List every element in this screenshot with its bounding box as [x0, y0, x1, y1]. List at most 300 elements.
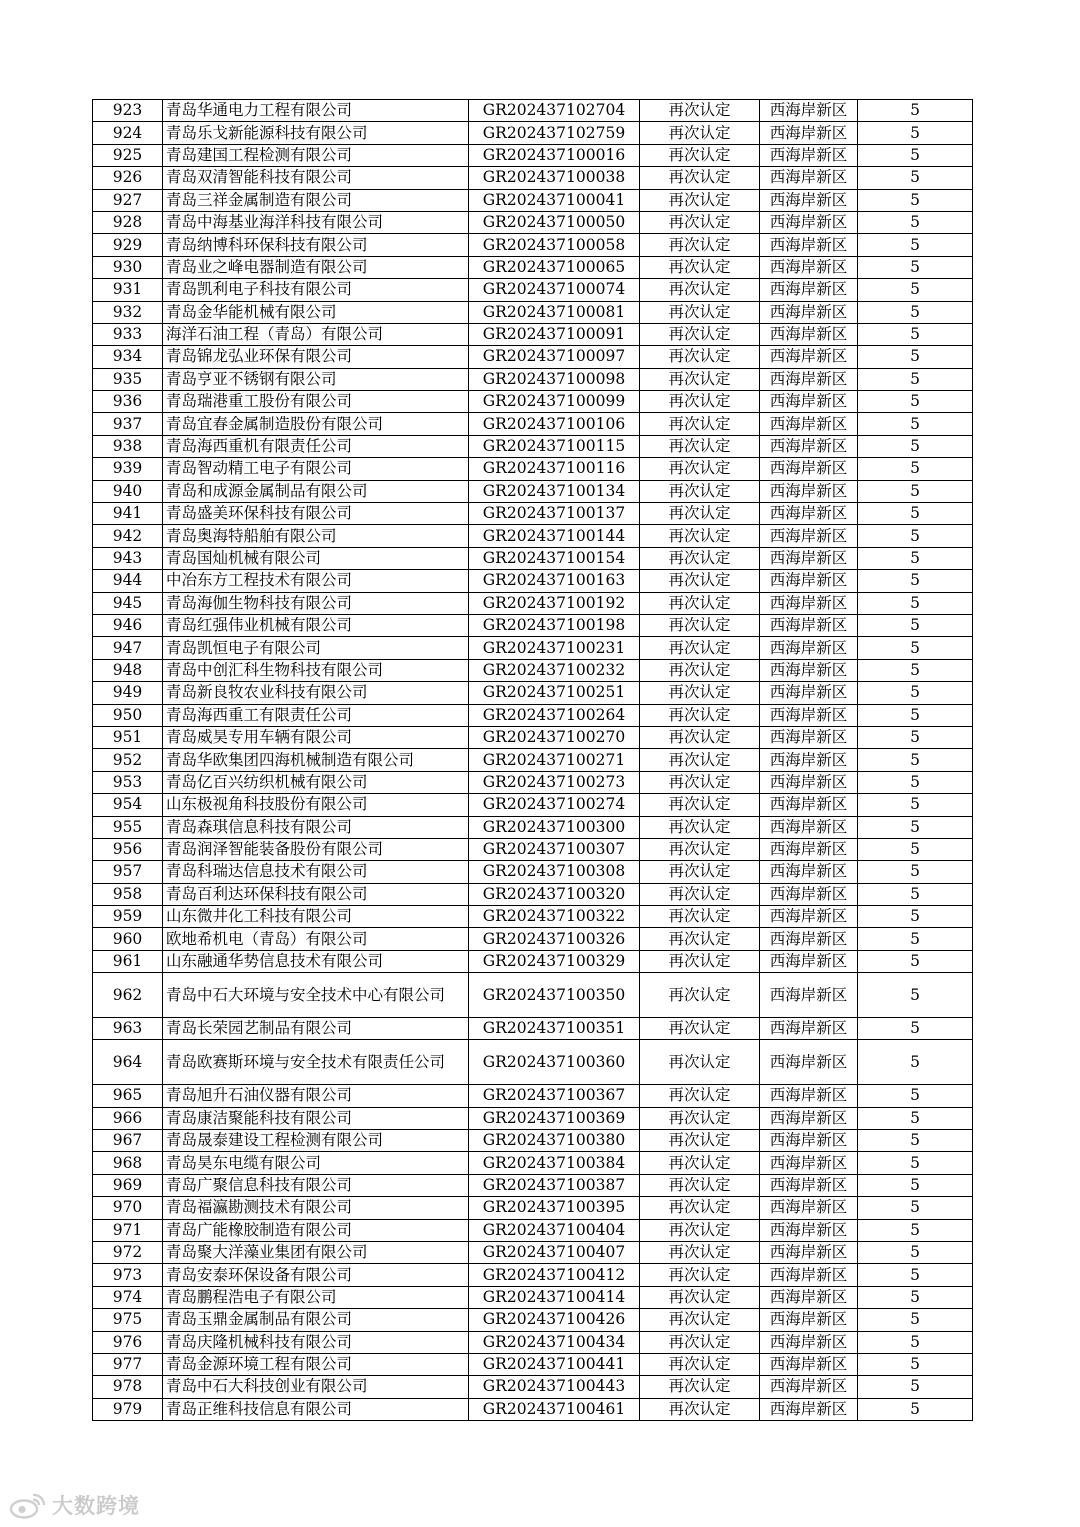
- certification-type: 再次认定: [640, 279, 760, 301]
- company-name: 山东融通华势信息技术有限公司: [163, 950, 469, 972]
- certification-type: 再次认定: [640, 547, 760, 569]
- company-name: 青岛威昊专用车辆有限公司: [163, 726, 469, 748]
- row-number: 956: [93, 838, 163, 860]
- table-row: [93, 189, 973, 211]
- region: 西海岸新区: [760, 279, 858, 301]
- company-name: 青岛乐戈新能源科技有限公司: [163, 122, 469, 144]
- certificate-code: GR202437100270: [469, 726, 640, 748]
- company-name: 青岛纳博科环保科技有限公司: [163, 234, 469, 256]
- company-name: 青岛和成源金属制品有限公司: [163, 480, 469, 502]
- certification-type: 再次认定: [640, 928, 760, 950]
- region: 西海岸新区: [760, 323, 858, 345]
- row-number: 965: [93, 1085, 163, 1107]
- region: 西海岸新区: [760, 1331, 858, 1353]
- region: 西海岸新区: [760, 794, 858, 816]
- region: 西海岸新区: [760, 458, 858, 480]
- row-number: 944: [93, 570, 163, 592]
- score: 5: [858, 592, 973, 614]
- score: 5: [858, 435, 973, 457]
- table-row: [93, 749, 973, 771]
- region: 西海岸新区: [760, 749, 858, 771]
- table-row: [93, 301, 973, 323]
- company-name: 青岛中创汇科生物科技有限公司: [163, 659, 469, 681]
- score: 5: [858, 1197, 973, 1219]
- certificate-code: GR202437100016: [469, 144, 640, 166]
- certification-type: 再次认定: [640, 480, 760, 502]
- row-number: 948: [93, 659, 163, 681]
- score: 5: [858, 413, 973, 435]
- certificate-code: GR202437100232: [469, 659, 640, 681]
- company-name: 青岛中海基业海洋科技有限公司: [163, 211, 469, 233]
- table-row: [93, 1018, 973, 1040]
- certificate-code: GR202437100106: [469, 413, 640, 435]
- table-row: [93, 637, 973, 659]
- certificate-code: GR202437100387: [469, 1174, 640, 1196]
- company-name: 青岛鹏程浩电子有限公司: [163, 1286, 469, 1308]
- row-number: 936: [93, 391, 163, 413]
- row-number: 945: [93, 592, 163, 614]
- table-row: [93, 1376, 973, 1398]
- company-name: 中冶东方工程技术有限公司: [163, 570, 469, 592]
- row-number: 951: [93, 726, 163, 748]
- certificate-code: GR202437100081: [469, 301, 640, 323]
- certification-type: 再次认定: [640, 883, 760, 905]
- row-number: 972: [93, 1241, 163, 1263]
- certification-type: 再次认定: [640, 771, 760, 793]
- certification-type: 再次认定: [640, 368, 760, 390]
- table-row: [93, 122, 973, 144]
- certification-type: 再次认定: [640, 1309, 760, 1331]
- region: 西海岸新区: [760, 1197, 858, 1219]
- row-number: 979: [93, 1398, 163, 1420]
- score: 5: [858, 346, 973, 368]
- region: 西海岸新区: [760, 659, 858, 681]
- row-number: 953: [93, 771, 163, 793]
- row-number: 955: [93, 816, 163, 838]
- score: 5: [858, 211, 973, 233]
- company-name: 青岛海伽生物科技有限公司: [163, 592, 469, 614]
- company-name: 青岛海西重机有限责任公司: [163, 435, 469, 457]
- row-number: 954: [93, 794, 163, 816]
- company-name: 青岛业之峰电器制造有限公司: [163, 256, 469, 278]
- table-row: [93, 883, 973, 905]
- company-name: 山东微井化工科技有限公司: [163, 906, 469, 928]
- row-number: 960: [93, 928, 163, 950]
- table-row: [93, 1107, 973, 1129]
- row-number: 925: [93, 144, 163, 166]
- region: 西海岸新区: [760, 592, 858, 614]
- region: 西海岸新区: [760, 704, 858, 726]
- company-name: 青岛森琪信息科技有限公司: [163, 816, 469, 838]
- region: 西海岸新区: [760, 144, 858, 166]
- certificate-code: GR202437100404: [469, 1219, 640, 1241]
- table-row: [93, 726, 973, 748]
- certification-type: 再次认定: [640, 614, 760, 636]
- table-row: [93, 1152, 973, 1174]
- certification-type: 再次认定: [640, 637, 760, 659]
- row-number: 935: [93, 368, 163, 390]
- row-number: 969: [93, 1174, 163, 1196]
- company-name: 青岛晟泰建设工程检测有限公司: [163, 1130, 469, 1152]
- certificate-code: GR202437100091: [469, 323, 640, 345]
- region: 西海岸新区: [760, 1241, 858, 1263]
- score: 5: [858, 704, 973, 726]
- company-name: 青岛安泰环保设备有限公司: [163, 1264, 469, 1286]
- score: 5: [858, 144, 973, 166]
- row-number: 924: [93, 122, 163, 144]
- table-row: [93, 570, 973, 592]
- score: 5: [858, 503, 973, 525]
- certificate-code: GR202437100273: [469, 771, 640, 793]
- certification-type: 再次认定: [640, 413, 760, 435]
- region: 西海岸新区: [760, 950, 858, 972]
- table-row: [93, 1174, 973, 1196]
- table-row: [93, 950, 973, 972]
- score: 5: [858, 391, 973, 413]
- company-name: 青岛红强伟业机械有限公司: [163, 614, 469, 636]
- score: 5: [858, 368, 973, 390]
- score: 5: [858, 234, 973, 256]
- company-name: 青岛瑞港重工股份有限公司: [163, 391, 469, 413]
- certification-type: 再次认定: [640, 838, 760, 860]
- row-number: 952: [93, 749, 163, 771]
- company-name: 青岛广能橡胶制造有限公司: [163, 1219, 469, 1241]
- certification-type: 再次认定: [640, 1174, 760, 1196]
- region: 西海岸新区: [760, 1309, 858, 1331]
- score: 5: [858, 1018, 973, 1040]
- company-name: 青岛欧赛斯环境与安全技术有限责任公司: [163, 1040, 469, 1085]
- score: 5: [858, 1241, 973, 1263]
- region: 西海岸新区: [760, 1376, 858, 1398]
- region: 西海岸新区: [760, 570, 858, 592]
- score: 5: [858, 749, 973, 771]
- certification-type: 再次认定: [640, 659, 760, 681]
- company-name: 青岛长荣园艺制品有限公司: [163, 1018, 469, 1040]
- row-number: 975: [93, 1309, 163, 1331]
- score: 5: [858, 279, 973, 301]
- row-number: 964: [93, 1040, 163, 1085]
- row-number: 949: [93, 682, 163, 704]
- company-name: 青岛国灿机械有限公司: [163, 547, 469, 569]
- certification-type: 再次认定: [640, 973, 760, 1018]
- certificate-code: GR202437100367: [469, 1085, 640, 1107]
- row-number: 957: [93, 861, 163, 883]
- table-row: [93, 682, 973, 704]
- certification-type: 再次认定: [640, 861, 760, 883]
- company-name: 青岛庆隆机械科技有限公司: [163, 1331, 469, 1353]
- table-row: [93, 1197, 973, 1219]
- certificate-code: GR202437100097: [469, 346, 640, 368]
- weibo-logo-icon: [8, 1490, 48, 1520]
- row-number: 950: [93, 704, 163, 726]
- region: 西海岸新区: [760, 100, 858, 122]
- table-row: [93, 100, 973, 122]
- region: 西海岸新区: [760, 1353, 858, 1375]
- company-name: 青岛金华能机械有限公司: [163, 301, 469, 323]
- region: 西海岸新区: [760, 838, 858, 860]
- region: 西海岸新区: [760, 614, 858, 636]
- certification-type: 再次认定: [640, 592, 760, 614]
- company-name: 青岛亿百兴纺织机械有限公司: [163, 771, 469, 793]
- certification-type: 再次认定: [640, 1331, 760, 1353]
- region: 西海岸新区: [760, 525, 858, 547]
- row-number: 970: [93, 1197, 163, 1219]
- region: 西海岸新区: [760, 346, 858, 368]
- row-number: 943: [93, 547, 163, 569]
- region: 西海岸新区: [760, 682, 858, 704]
- row-number: 961: [93, 950, 163, 972]
- row-number: 928: [93, 211, 163, 233]
- row-number: 939: [93, 458, 163, 480]
- company-name: 青岛建国工程检测有限公司: [163, 144, 469, 166]
- certification-type: 再次认定: [640, 906, 760, 928]
- region: 西海岸新区: [760, 368, 858, 390]
- table-row: [93, 592, 973, 614]
- certificate-code: GR202437100099: [469, 391, 640, 413]
- table-row: [93, 211, 973, 233]
- table-body: [93, 100, 973, 1421]
- company-name: 青岛中石大环境与安全技术中心有限公司: [163, 973, 469, 1018]
- certification-type: 再次认定: [640, 323, 760, 345]
- company-name: 青岛新良牧农业科技有限公司: [163, 682, 469, 704]
- company-name: 欧地希机电（青岛）有限公司: [163, 928, 469, 950]
- region: 西海岸新区: [760, 883, 858, 905]
- company-name: 青岛科瑞达信息技术有限公司: [163, 861, 469, 883]
- certification-type: 再次认定: [640, 1197, 760, 1219]
- score: 5: [858, 1286, 973, 1308]
- region: 西海岸新区: [760, 637, 858, 659]
- certification-type: 再次认定: [640, 749, 760, 771]
- row-number: 963: [93, 1018, 163, 1040]
- region: 西海岸新区: [760, 189, 858, 211]
- table-row: [93, 816, 973, 838]
- certificate-code: GR202437100038: [469, 167, 640, 189]
- table-row: [93, 1241, 973, 1263]
- certificate-code: GR202437100441: [469, 1353, 640, 1375]
- company-name: 青岛凯恒电子有限公司: [163, 637, 469, 659]
- certificate-code: GR202437100065: [469, 256, 640, 278]
- table-row: [93, 413, 973, 435]
- certificate-code: GR202437100271: [469, 749, 640, 771]
- certification-type: 再次认定: [640, 211, 760, 233]
- score: 5: [858, 816, 973, 838]
- score: 5: [858, 1174, 973, 1196]
- score: 5: [858, 1331, 973, 1353]
- table-row: [93, 525, 973, 547]
- region: 西海岸新区: [760, 906, 858, 928]
- region: 西海岸新区: [760, 211, 858, 233]
- certificate-code: GR202437100414: [469, 1286, 640, 1308]
- score: 5: [858, 1219, 973, 1241]
- certificate-code: GR202437100144: [469, 525, 640, 547]
- certificate-code: GR202437100380: [469, 1130, 640, 1152]
- score: 5: [858, 301, 973, 323]
- certificate-code: GR202437102759: [469, 122, 640, 144]
- certificate-code: GR202437100098: [469, 368, 640, 390]
- certificate-code: GR202437100192: [469, 592, 640, 614]
- score: 5: [858, 614, 973, 636]
- certification-type: 再次认定: [640, 301, 760, 323]
- certification-type: 再次认定: [640, 503, 760, 525]
- region: 西海岸新区: [760, 1130, 858, 1152]
- certificate-code: GR202437100426: [469, 1309, 640, 1331]
- certificate-code: GR202437100231: [469, 637, 640, 659]
- company-name: 青岛昊东电缆有限公司: [163, 1152, 469, 1174]
- row-number: 978: [93, 1376, 163, 1398]
- table-row: [93, 167, 973, 189]
- score: 5: [858, 838, 973, 860]
- score: 5: [858, 1264, 973, 1286]
- certificate-code: GR202437100115: [469, 435, 640, 457]
- certificate-code: GR202437100074: [469, 279, 640, 301]
- region: 西海岸新区: [760, 861, 858, 883]
- certification-type: 再次认定: [640, 1241, 760, 1263]
- company-name: 青岛福瀛勘测技术有限公司: [163, 1197, 469, 1219]
- row-number: 933: [93, 323, 163, 345]
- row-number: 932: [93, 301, 163, 323]
- table-row: [93, 144, 973, 166]
- certificate-code: GR202437100307: [469, 838, 640, 860]
- row-number: 927: [93, 189, 163, 211]
- certificate-code: GR202437100384: [469, 1152, 640, 1174]
- table-row: [93, 771, 973, 793]
- company-name: 青岛智动精工电子有限公司: [163, 458, 469, 480]
- certificate-code: GR202437100360: [469, 1040, 640, 1085]
- score: 5: [858, 682, 973, 704]
- certificate-code: GR202437100461: [469, 1398, 640, 1420]
- certificate-code: GR202437100395: [469, 1197, 640, 1219]
- region: 西海岸新区: [760, 391, 858, 413]
- region: 西海岸新区: [760, 816, 858, 838]
- table-row: [93, 1309, 973, 1331]
- certificate-code: GR202437100041: [469, 189, 640, 211]
- certificate-code: GR202437100163: [469, 570, 640, 592]
- score: 5: [858, 100, 973, 122]
- certification-type: 再次认定: [640, 1353, 760, 1375]
- row-number: 968: [93, 1152, 163, 1174]
- certification-type: 再次认定: [640, 234, 760, 256]
- certification-type: 再次认定: [640, 346, 760, 368]
- table-row: [93, 346, 973, 368]
- certification-type: 再次认定: [640, 122, 760, 144]
- company-name: 青岛玉鼎金属制品有限公司: [163, 1309, 469, 1331]
- table-row: [93, 1331, 973, 1353]
- row-number: 959: [93, 906, 163, 928]
- company-name: 青岛聚大洋藻业集团有限公司: [163, 1241, 469, 1263]
- company-name: 青岛华通电力工程有限公司: [163, 100, 469, 122]
- certification-type: 再次认定: [640, 391, 760, 413]
- certification-type: 再次认定: [640, 1264, 760, 1286]
- region: 西海岸新区: [760, 234, 858, 256]
- certification-type: 再次认定: [640, 704, 760, 726]
- score: 5: [858, 547, 973, 569]
- certificate-code: GR202437100050: [469, 211, 640, 233]
- score: 5: [858, 480, 973, 502]
- company-name: 青岛润泽智能装备股份有限公司: [163, 838, 469, 860]
- row-number: 977: [93, 1353, 163, 1375]
- certificate-code: GR202437100308: [469, 861, 640, 883]
- certification-type: 再次认定: [640, 100, 760, 122]
- table-row: [93, 391, 973, 413]
- certification-type: 再次认定: [640, 1398, 760, 1420]
- score: 5: [858, 1085, 973, 1107]
- company-name: 青岛广聚信息科技有限公司: [163, 1174, 469, 1196]
- certification-type: 再次认定: [640, 1130, 760, 1152]
- company-name: 青岛百利达环保科技有限公司: [163, 883, 469, 905]
- certificate-code: GR202437100350: [469, 973, 640, 1018]
- region: 西海岸新区: [760, 1286, 858, 1308]
- row-number: 938: [93, 435, 163, 457]
- row-number: 947: [93, 637, 163, 659]
- table-row: [93, 368, 973, 390]
- table-row: [93, 435, 973, 457]
- table-row: [93, 906, 973, 928]
- certification-type: 再次认定: [640, 570, 760, 592]
- certification-type: 再次认定: [640, 1018, 760, 1040]
- region: 西海岸新区: [760, 1040, 858, 1085]
- certification-type: 再次认定: [640, 189, 760, 211]
- score: 5: [858, 973, 973, 1018]
- certificate-code: GR202437100300: [469, 816, 640, 838]
- watermark: [8, 1488, 140, 1522]
- certification-type: 再次认定: [640, 1085, 760, 1107]
- region: 西海岸新区: [760, 1219, 858, 1241]
- score: 5: [858, 1309, 973, 1331]
- score: 5: [858, 1398, 973, 1420]
- region: 西海岸新区: [760, 480, 858, 502]
- score: 5: [858, 1353, 973, 1375]
- certification-type: 再次认定: [640, 1107, 760, 1129]
- row-number: 937: [93, 413, 163, 435]
- score: 5: [858, 637, 973, 659]
- score: 5: [858, 1040, 973, 1085]
- company-name: 青岛正维科技信息有限公司: [163, 1398, 469, 1420]
- company-name: 青岛双清智能科技有限公司: [163, 167, 469, 189]
- certificate-code: GR202437100264: [469, 704, 640, 726]
- certificate-code: GR202437100351: [469, 1018, 640, 1040]
- table-row: [93, 928, 973, 950]
- certification-type: 再次认定: [640, 435, 760, 457]
- certification-type: 再次认定: [640, 167, 760, 189]
- row-number: 962: [93, 973, 163, 1018]
- company-name: 青岛金源环境工程有限公司: [163, 1353, 469, 1375]
- certification-type: 再次认定: [640, 1152, 760, 1174]
- score: 5: [858, 323, 973, 345]
- row-number: 966: [93, 1107, 163, 1129]
- certification-type: 再次认定: [640, 1040, 760, 1085]
- table-row: [93, 1085, 973, 1107]
- row-number: 976: [93, 1331, 163, 1353]
- certification-type: 再次认定: [640, 525, 760, 547]
- company-name: 青岛锦龙弘业环保有限公司: [163, 346, 469, 368]
- table-row: [93, 1264, 973, 1286]
- certificate-code: GR202437100369: [469, 1107, 640, 1129]
- certification-type: 再次认定: [640, 1376, 760, 1398]
- certificate-code: GR202437100274: [469, 794, 640, 816]
- table-row: [93, 480, 973, 502]
- score: 5: [858, 771, 973, 793]
- region: 西海岸新区: [760, 1264, 858, 1286]
- table-row: [93, 659, 973, 681]
- row-number: 940: [93, 480, 163, 502]
- certificate-code: GR202437100443: [469, 1376, 640, 1398]
- certificate-code: GR202437100322: [469, 906, 640, 928]
- region: 西海岸新区: [760, 547, 858, 569]
- row-number: 967: [93, 1130, 163, 1152]
- row-number: 971: [93, 1219, 163, 1241]
- company-name: 青岛奥海特船舶有限公司: [163, 525, 469, 547]
- table-row: [93, 256, 973, 278]
